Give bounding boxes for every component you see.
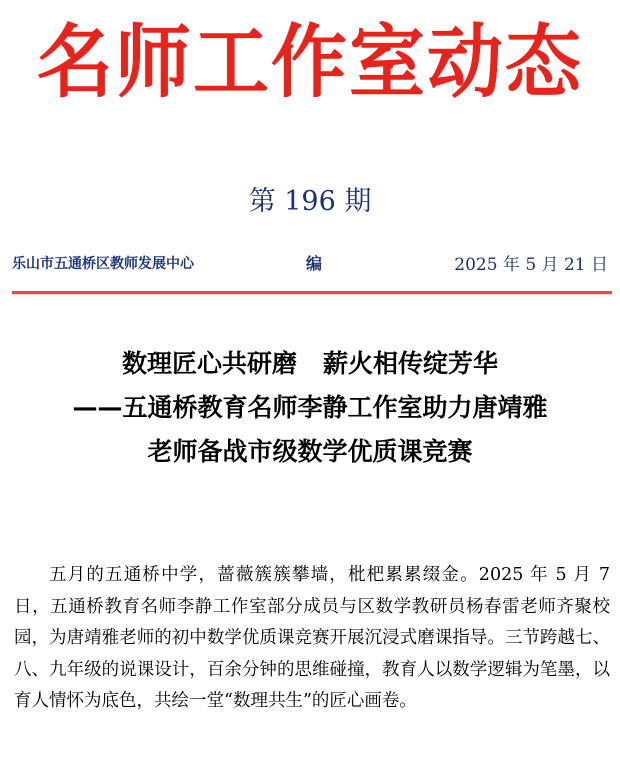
subtitle-line-1: ——五通桥教育名师李静工作室助力唐靖雅 [72,393,548,422]
issue-number: 第 196 期 [248,186,372,217]
masthead-title: 名师工作室动态 [37,14,583,109]
header-divider [12,291,612,294]
article-paragraph: 五月的五通桥中学，蔷薇簇簇攀墙，枇杷累累缀金。2025 年 5 月 7 日，五通桥教育名师李静工作室部分成员与区数学教研员杨春雷老师齐聚校园，为唐靖雅老师的初中数学优质课竞赛开展沉浸式磨课指导。三节跨越七、八、九年级的说课设计，百余分钟的思维碰撞，教育人以数学逻辑为笔墨，以育人情怀为底色，共绘一堂“数理共生”的匠心画卷。 [14,565,610,711]
publication-meta [12,250,608,276]
headline-part-1: 数理匠心共研磨 [121,349,297,378]
publish-date: 2025 年 5 月 21 日 [454,255,608,275]
article-headline [0,342,620,474]
article-body [14,560,610,718]
subtitle-line-2: 老师备战市级数学优质课竞赛 [147,437,473,466]
publisher-name: 乐山市五通桥区教师发展中心 [12,256,194,272]
headline-part-2: 薪火相传绽芳华 [323,349,499,378]
editor-label: 编 [306,254,323,273]
headline-line-1 [0,342,620,386]
